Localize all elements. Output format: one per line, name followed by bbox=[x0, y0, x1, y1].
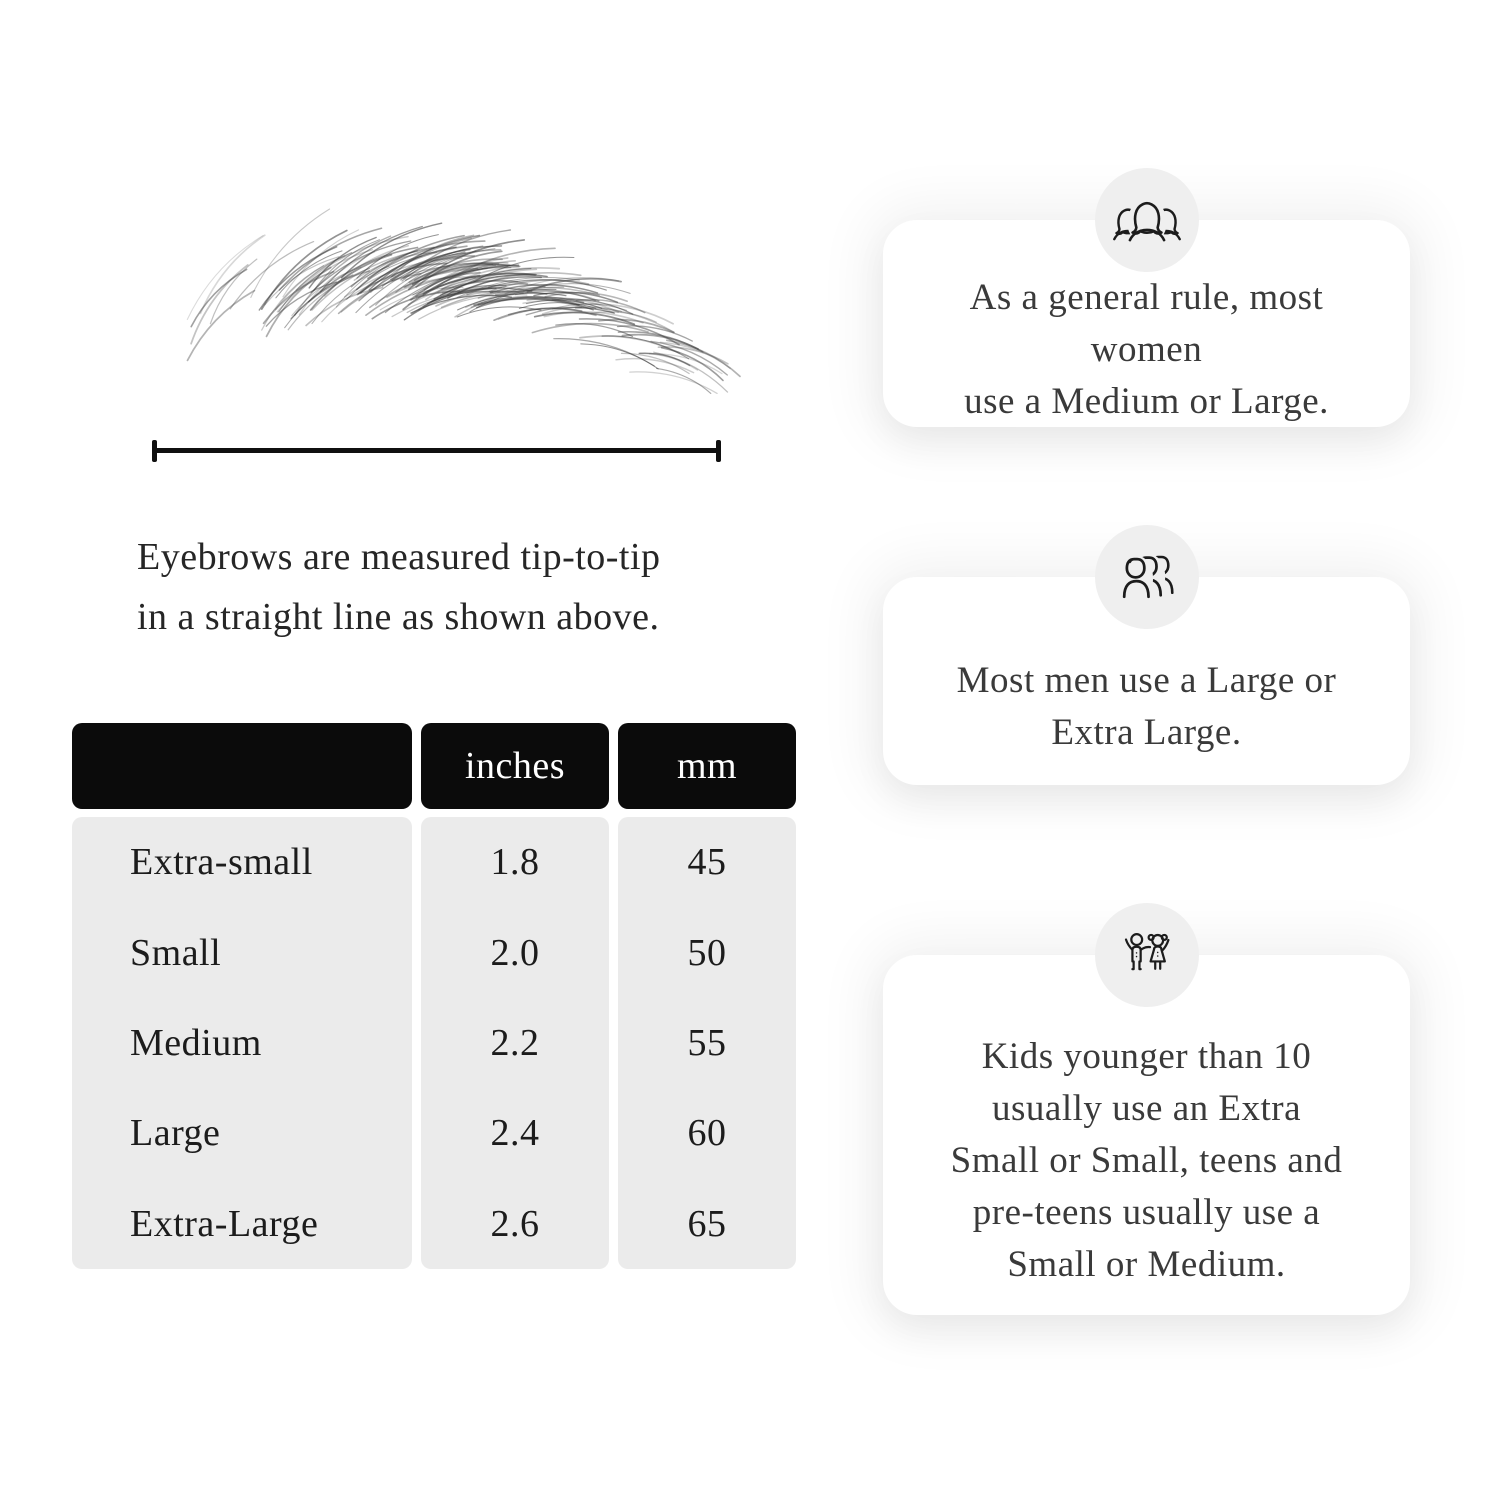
card-text-line: Small or Medium. bbox=[1007, 1244, 1286, 1285]
table-cell-inches: 2.4 bbox=[490, 1112, 540, 1155]
icon-circle bbox=[1095, 168, 1199, 272]
kids-icon bbox=[1117, 929, 1177, 981]
advice-card-text bbox=[925, 635, 1368, 779]
tip-to-tip-measurement-line bbox=[152, 448, 721, 453]
table-cell-inches: 2.6 bbox=[490, 1202, 540, 1245]
card-text-line: Small or Small, teens and bbox=[950, 1140, 1343, 1181]
measurement-right-tick bbox=[716, 440, 721, 462]
women-group-icon bbox=[1109, 195, 1185, 245]
eyebrow-illustration bbox=[105, 228, 755, 410]
caption-line-2: in a straight line as shown above. bbox=[137, 596, 660, 638]
girl-figure bbox=[1148, 935, 1168, 969]
size-table-mm-column bbox=[618, 817, 796, 1269]
table-row-label: Large bbox=[130, 1112, 221, 1155]
size-table bbox=[72, 723, 796, 1269]
measurement-left-tick bbox=[152, 440, 157, 462]
table-cell-mm: 45 bbox=[687, 841, 727, 884]
advice-card-men bbox=[883, 577, 1410, 785]
table-cell-mm: 60 bbox=[687, 1112, 727, 1155]
measurement-caption bbox=[137, 527, 777, 647]
table-cell-inches: 1.8 bbox=[490, 841, 540, 884]
caption-line-1: Eyebrows are measured tip-to-tip bbox=[137, 536, 661, 578]
card-text-line: use a Medium or Large. bbox=[964, 380, 1329, 422]
table-cell-inches: 2.2 bbox=[490, 1021, 540, 1064]
table-cell-mm: 55 bbox=[687, 1021, 727, 1064]
table-cell-mm: 50 bbox=[687, 931, 727, 974]
card-text-line: Extra Large. bbox=[1051, 712, 1242, 753]
table-row-label: Extra-small bbox=[130, 841, 313, 884]
card-text-line: Most men use a Large or bbox=[956, 660, 1337, 701]
size-table-header-inches: inches bbox=[421, 723, 609, 809]
table-cell-inches: 2.0 bbox=[490, 931, 540, 974]
men-group-icon bbox=[1109, 552, 1185, 602]
card-text-line: Kids younger than 10 bbox=[981, 1036, 1312, 1077]
size-table-inches-column bbox=[421, 817, 609, 1269]
table-row-label: Extra-Large bbox=[130, 1202, 319, 1245]
advice-card-text bbox=[925, 278, 1368, 421]
card-text-line: As a general rule, most women bbox=[969, 276, 1324, 370]
advice-card-women bbox=[883, 220, 1410, 427]
card-text-line: pre-teens usually use a bbox=[972, 1192, 1321, 1233]
table-row-label: Medium bbox=[130, 1021, 262, 1064]
icon-circle bbox=[1095, 525, 1199, 629]
boy-figure bbox=[1126, 934, 1150, 969]
table-row-label: Small bbox=[130, 931, 222, 974]
advice-card-text bbox=[925, 1013, 1368, 1309]
table-cell-mm: 65 bbox=[687, 1202, 727, 1245]
card-text-line: usually use an Extra bbox=[992, 1088, 1301, 1129]
icon-circle bbox=[1095, 903, 1199, 1007]
size-table-header-size bbox=[72, 723, 412, 809]
size-table-header-mm: mm bbox=[618, 723, 796, 809]
advice-card-kids bbox=[883, 955, 1410, 1315]
size-table-label-column bbox=[72, 817, 412, 1269]
